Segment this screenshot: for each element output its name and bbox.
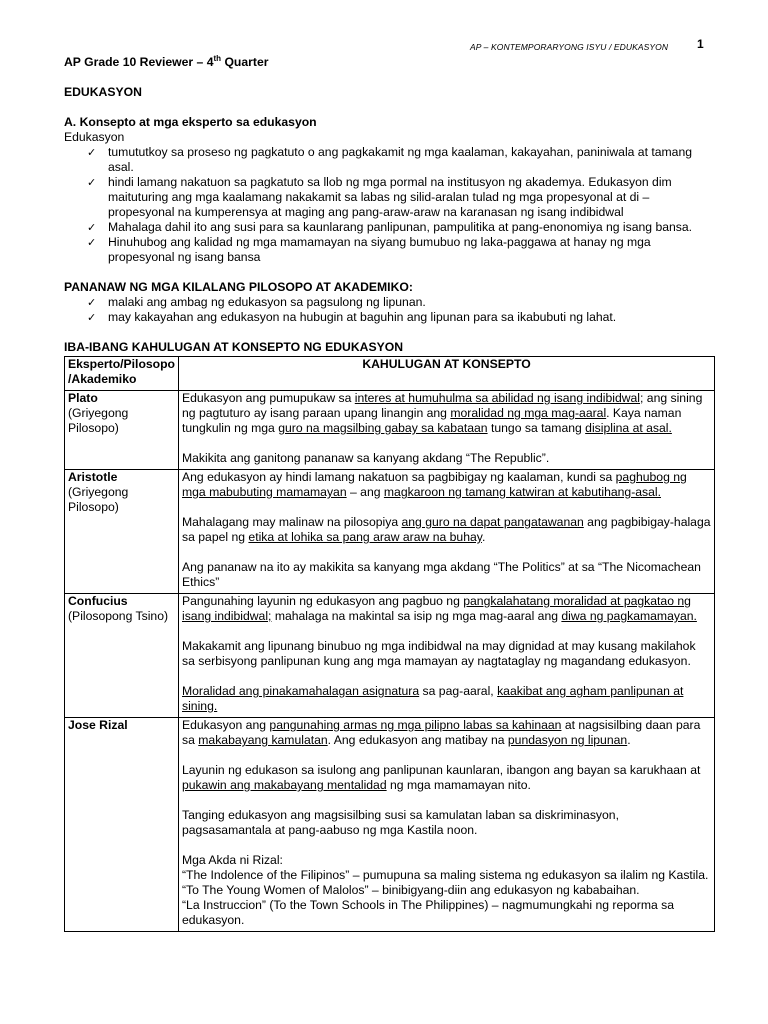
expert-desc: (Griyegong Pilosopo)	[68, 406, 129, 435]
expert-cell	[65, 718, 179, 932]
pananaw-heading: PANANAW NG MGA KILALANG PILOSOPO AT AKADEMIKO:	[64, 280, 413, 294]
list-item: ✓ hindi lamang nakatuon sa pagkatuto sa llob ng mga pormal na institusyon ng akademya. Edukasyon dim maituturing ang mga kaalamang nakakamit sa labas ng silid-aralan tulad ng mga propesyonal at di – propesyonal na kumperensya at maging ang pang-araw-araw na karanasan ng isang indibidwal	[87, 175, 672, 219]
checkmark-icon: ✓	[87, 176, 97, 189]
term-label: Edukasyon	[64, 130, 125, 144]
expert-name: Confucius	[68, 594, 128, 608]
expert-cell	[65, 470, 179, 594]
list-item: ✓ malaki ang ambag ng edukasyon sa pagsulong ng lipunan.	[87, 295, 426, 309]
table-row	[65, 470, 715, 594]
table-row	[65, 391, 715, 470]
doc-title: AP Grade 10 Reviewer – 4th Quarter	[64, 53, 269, 69]
concept-cell: Ang edukasyon ay hindi lamang nakatuon sa pagbibigay ng kaalaman, kundi sa paghubog ng mga mabubuting mamamayan – ang magkaroon ng tamang katwiran at kabutihang-asal. Mahalagang may malinaw na pilosopiya ang guro na dapat pangatawanan ang pagbibigay-halaga sa papel ng etika at lohika sa pang araw araw na buhay. Ang pananaw na ito ay makikita sa kanyang mga akdang “The Politics” at sa “The Nicomachean Ethics”	[179, 470, 715, 594]
subsection-heading: A. Konsepto at mga eksperto sa edukasyon	[64, 115, 317, 129]
running-header: AP – KONTEMPORARYONG ISYU / EDUKASYON	[470, 42, 669, 52]
expert-name: Aristotle	[68, 470, 118, 484]
checkmark-icon: ✓	[87, 236, 97, 249]
list-item: ✓ Mahalaga dahil ito ang susi para sa kaunlarang panlipunan, pampulitika at pang-enonomiya ng isang bansa.	[87, 220, 693, 234]
checkmark-icon: ✓	[87, 311, 97, 324]
checkmark-icon: ✓	[87, 146, 97, 159]
list-item: ✓ may kakayahan ang edukasyon na hubugin at baguhin ang lipunan para sa ikabubuti ng lahat.	[87, 310, 617, 324]
expert-cell	[65, 391, 179, 470]
checkmark-icon: ✓	[87, 221, 97, 234]
pananaw-list	[64, 295, 714, 325]
expert-name: Jose Rizal	[68, 718, 128, 732]
table-row	[65, 718, 715, 932]
checkmark-icon: ✓	[87, 296, 97, 309]
section-heading: EDUKASYON	[64, 85, 142, 99]
expert-desc: (Pilosopong Tsino)	[68, 609, 169, 623]
concepts-table	[64, 356, 715, 932]
table-heading: IBA-IBANG KAHULUGAN AT KONSEPTO NG EDUKASYON	[64, 340, 403, 354]
col-header-expert: Eksperto/Pilosopo /Akademiko	[65, 357, 179, 391]
definition-list	[64, 145, 714, 265]
list-item: ✓ Hinuhubog ang kalidad ng mga mamamayan na siyang bumubuo ng laka-paggawa at hanay ng mga propesyonal ng isang bansa	[87, 235, 651, 264]
concept-cell: Pangunahing layunin ng edukasyon ang pagbuo ng pangkalahatang moralidad at pagkatao ng isang indibidwal; mahalaga na makintal sa isip ng mga mag-aaral ang diwa ng pagkamamayan. Makakamit ang lipunang binubuo ng mga indibidwal na may dignidad at may kusang makilahok sa serbisyong panlipunan kung ang mga mamayan ay nagtataglay ng magandang edukasyon. Moralidad ang pinakamahalagan asignatura sa pag-aaral, kaakibat ang agham panlipunan at sining.	[179, 594, 715, 718]
expert-cell	[65, 594, 179, 718]
list-item: ✓ tumututkoy sa proseso ng pagkatuto o ang pagkakamit ng mga kaalaman, kakayahan, paniniwala at tamang asal.	[87, 145, 693, 174]
document-body	[64, 55, 714, 932]
expert-name: Plato	[68, 391, 98, 405]
table-row	[65, 594, 715, 718]
table-header-row	[65, 357, 715, 391]
expert-desc: (Griyegong Pilosopo)	[68, 485, 129, 514]
page-number: 1	[697, 37, 704, 51]
col-header-concept: KAHULUGAN AT KONSEPTO	[179, 357, 715, 391]
concept-cell: Edukasyon ang pangunahing armas ng mga pilipno labas sa kahinaan at nagsisilbing daan para sa makabayang kamulatan. Ang edukasyon ang matibay na pundasyon ng lipunan. Layunin ng edukason sa isulong ang panlipunan kaunlaran, ibangon ang bayan sa karukhaan at pukawin ang makabayang mentalidad ng mga mamamayan nito. Tanging edukasyon ang magsisilbing susi sa kamulatan laban sa diskriminasyon, pagsasamantala at pang-aabuso ng mga Kastila noon. Mga Akda ni Rizal: “The Indolence of the Filipinos” – pumupuna sa maling sistema ng edukasyon sa ilalim ng Kastila. “To The Young Women of Malolos” – binibigyang-diin ang edukasyon ng kababaihan. “La Instruccion” (To the Town Schools in The Philippines) – nagmumungkahi ng reporma sa edukasyon.	[179, 718, 715, 932]
concept-cell: Edukasyon ang pumupukaw sa interes at humuhulma sa abilidad ng isang indibidwal; ang sining ng pagtuturo ay isang paraan upang linangin ang moralidad ng mga mag-aaral. Kaya naman tungkulin ng mga guro na magsilbing gabay sa kabataan tungo sa tamang disiplina at asal. Makikita ang ganitong pananaw sa kanyang akdang “The Republic”.	[179, 391, 715, 470]
